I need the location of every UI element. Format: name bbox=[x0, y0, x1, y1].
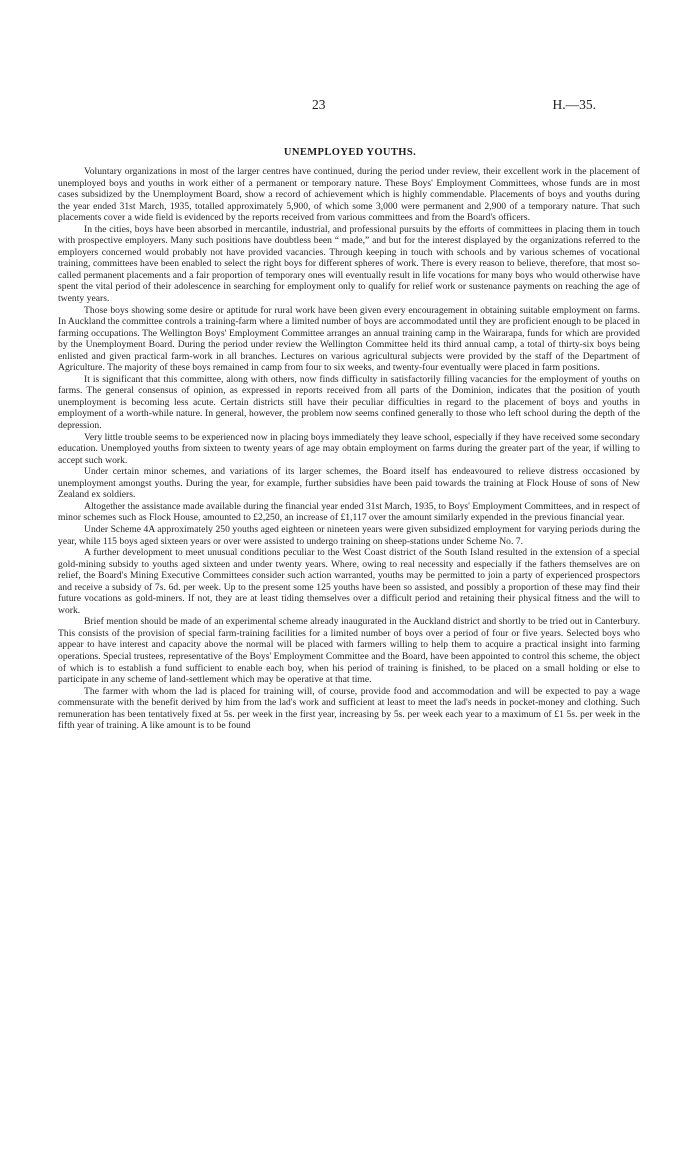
page-number: 23 bbox=[312, 97, 326, 112]
paragraph: Those boys showing some desire or aptitude for rural work have been given every encouragement in obtaining suitable employment on farms. In Auckland the committee controls a training-farm where a limited number of boys are accommodated until they are proficient enough to be placed in farming occupations. The Wellington Boys' Employment Committee arranges an annual training camp in the Wairarapa, funds for which are provided by the Unemployment Board. During the period under review the Wellington Committee held its third annual camp, a total of thirty-six boys being enlisted and given practical farm-work in all branches. Lectures on various agricultural subjects were provided by the staff of the Department of Agriculture. The majority of these boys remained in camp from four to six weeks, and twenty-four eventually were placed in farm positions. bbox=[58, 304, 640, 374]
paragraph: It is significant that this committee, along with others, now finds difficulty in satisfactorily filling vacancies for the employment of youths on farms. The general consensus of opinion, as expressed in reports received from all parts of the Dominion, indicates that the position of youth unemployment is becoming less acute. Certain districts still have their peculiar difficulties in regard to the placement of boys and youths in employment of a worth-while nature. In general, however, the problem now seems confined generally to those who left school during the depth of the depression. bbox=[58, 373, 640, 432]
paragraph: In the cities, boys have been absorbed in mercantile, industrial, and professional pursuits by the efforts of committees in placing them in touch with prospective employers. Many such positions have doubtless been “ made,” and but for the interest displayed by the organizations referred to the employers concerned would probably not have provided vacancies. Through keeping in touch with schools and by various schemes of vocational training, committees have been enabled to select the right boys for different spheres of work. There is every reason to believe, therefore, that most so-called permanent placements and a fair proportion of temporary ones will eventually result in life vocations for many boys who would otherwise have spent the vital period of their adolescence in searching for employment only to qualify for relief work or sustenance payments on reaching the age of twenty years. bbox=[58, 223, 640, 305]
paragraph: Brief mention should be made of an experimental scheme already inaugurated in the Auckland district and shortly to be tried out in Canterbury. This consists of the provision of special farm-training facilities for a limited number of boys over a period of four or five years. Selected boys who appear to have interest and capacity above the normal will be placed with farmers willing to help them to acquire a practical insight into farming operations. Special trustees, representative of the Boys' Employment Committee and the Board, have been appointed to control this scheme, the object of which is to establish a fund sufficient to enable each boy, when his period of training is finished, to be placed on a small holding or else to participate in any scheme of land-settlement which may be operative at that time. bbox=[58, 616, 640, 686]
paragraph: Under Scheme 4A approximately 250 youths aged eighteen or nineteen years were given subsidized employment for varying periods during the year, while 115 boys aged sixteen years or over were assisted to undergo training on sheep-stations under Scheme No. 7. bbox=[58, 523, 640, 547]
body-text bbox=[58, 166, 640, 732]
paragraph: Under certain minor schemes, and variations of its larger schemes, the Board itself has endeavoured to relieve distress occasioned by unemployment amongst youths. During the year, for example, further subsidies have been paid towards the training at Flock House of sons of New Zealand ex soldiers. bbox=[58, 466, 640, 501]
paragraph: Voluntary organizations in most of the larger centres have continued, during the period under review, their excellent work in the placement of unemployed boys and youths in work either of a permanent or temporary nature. These Boys' Employment Committees, whose funds are in most cases subsidized by the Unemployment Board, show a record of achievement which is highly commendable. Placements of boys and youths during the year ended 31st March, 1935, totalled approximately 5,900, of which some 3,000 were permanent and 2,900 of a temporary nature. That such placements cover a wide field is evidenced by the reports received from various committees and from the Board's officers. bbox=[58, 166, 640, 224]
document-reference: H.—35. bbox=[552, 97, 596, 112]
paragraph: Very little trouble seems to be experienced now in placing boys immediately they leave school, especially if they have received some secondary education. Unemployed youths from sixteen to twenty years of age may obtain employment on farms during the greater part of the year, if willing to accept such work. bbox=[58, 431, 640, 466]
paragraph: A further development to meet unusual conditions peculiar to the West Coast district of the South Island resulted in the extension of a special gold-mining subsidy to youths aged sixteen and under twenty years. Where, owing to real necessity and especially if the fathers themselves are on relief, the Board's Mining Executive Committees consider such action warranted, youths may be permitted to join a party of experienced prospectors and receive a subsidy of 7s. 6d. per week. Up to the present some 125 youths have been so assisted, and possibly a proportion of these may find their future vocations as gold-miners. If not, they are at least tiding themselves over a difficult period and retaining their physical fitness and the will to work. bbox=[58, 547, 640, 616]
paragraph: Altogether the assistance made available during the financial year ended 31st March, 1935, to Boys' Employment Committees, and in respect of minor schemes such as Flock House, amounted to £2,250, an increase of £1,117 over the amount similarly expended in the previous financial year. bbox=[58, 500, 640, 524]
section-title: UNEMPLOYED YOUTHS. bbox=[283, 147, 417, 158]
paragraph: The farmer with whom the lad is placed for training will, of course, provide food and accommodation and will be expected to pay a wage commensurate with the benefit derived by him from the lad's work and sufficient at least to meet the lad's needs in pocket-money and clothing. Such remuneration has been tentatively fixed at 5s. per week in the first year, increasing by 5s. per week each year to a maximum of £1 5s. per week in the fifth year of training. A like amount is to be found bbox=[58, 685, 640, 732]
